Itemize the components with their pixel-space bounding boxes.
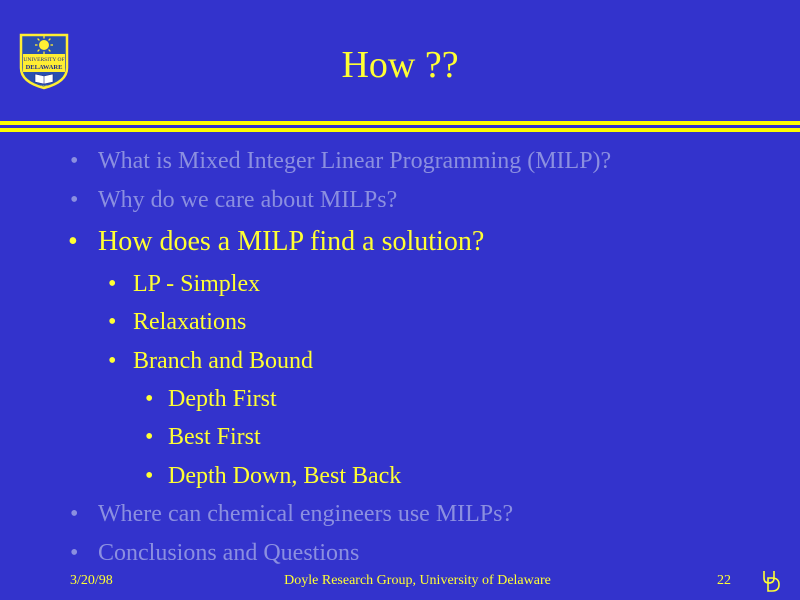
logo-text-bottom: DELAWARE bbox=[25, 64, 63, 71]
bullet-dot: • bbox=[70, 501, 79, 527]
bullet-dot: • bbox=[70, 540, 79, 566]
logo-year: 1743 bbox=[40, 84, 48, 88]
bullet-text: What is Mixed Integer Linear Programming (MILP)? bbox=[98, 148, 612, 174]
bullet-dot: • bbox=[145, 424, 154, 450]
slide-title: How ?? bbox=[341, 44, 459, 86]
logo-text-top: UNIVERSITY OF bbox=[23, 57, 65, 63]
bullet-text: Depth First bbox=[168, 386, 277, 412]
bullet-text: How does a MILP find a solution? bbox=[98, 226, 485, 257]
bullet-text: Branch and Bound bbox=[133, 348, 313, 374]
bullet-dot: • bbox=[70, 187, 79, 213]
bullet-text: LP - Simplex bbox=[133, 271, 261, 297]
footer-date: 3/20/98 bbox=[70, 573, 113, 588]
bullet-dot: • bbox=[68, 226, 78, 257]
bullet-dot: • bbox=[108, 271, 117, 297]
bullet-dot: • bbox=[145, 386, 154, 412]
bullet-text: Conclusions and Questions bbox=[98, 540, 360, 566]
bullet-text: Best First bbox=[168, 424, 261, 450]
bullet-dot: • bbox=[108, 348, 117, 374]
bullet-text: Relaxations bbox=[133, 309, 247, 335]
ud-monogram-icon bbox=[761, 570, 781, 592]
bullet-text: Why do we care about MILPs? bbox=[98, 187, 398, 213]
bullet-dot: • bbox=[70, 148, 79, 174]
page-number: 22 bbox=[717, 573, 731, 588]
bullet-dot: • bbox=[145, 463, 154, 489]
bullet-text: Depth Down, Best Back bbox=[168, 463, 402, 489]
bullet-dot: • bbox=[108, 309, 117, 335]
footer-organization: Doyle Research Group, University of Delaware bbox=[284, 573, 551, 588]
bullet-text: Where can chemical engineers use MILPs? bbox=[98, 501, 514, 527]
